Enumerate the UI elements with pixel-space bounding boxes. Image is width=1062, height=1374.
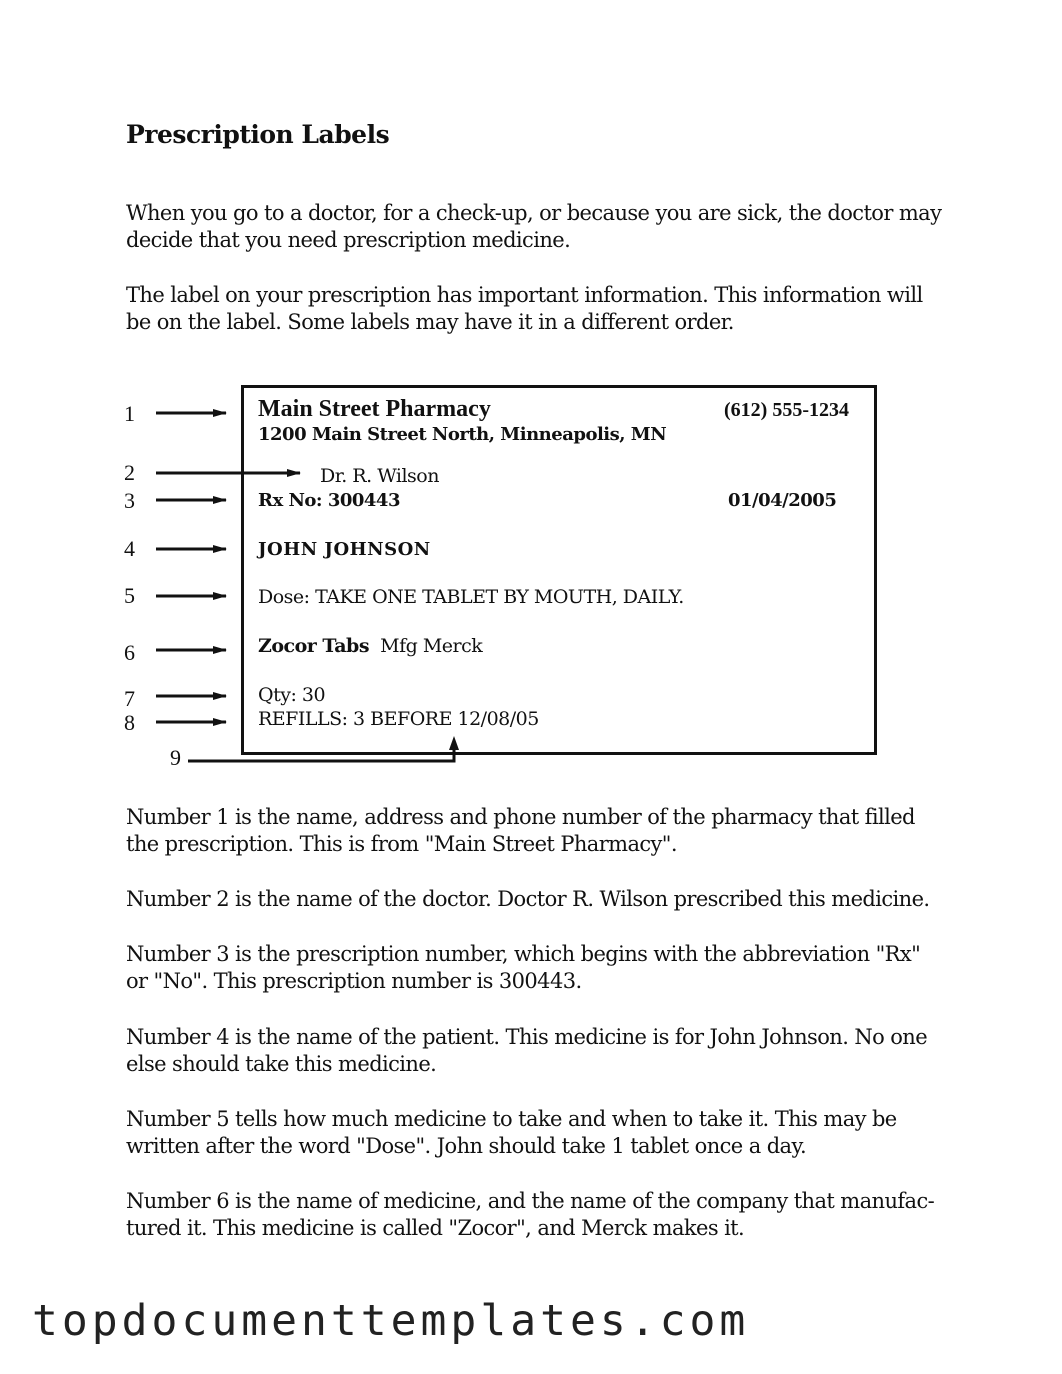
dose-instructions: Dose: TAKE ONE TABLET BY MOUTH, DAILY.	[258, 586, 684, 608]
intro-paragraph-1: When you go to a doctor, for a check-up, or because you are sick, the doctor may decide that you need prescription medicine.	[126, 201, 942, 252]
explanation-1: Number 1 is the name, address and phone number of the pharmacy that filled the prescription. This is from "Main Street Pharmacy".	[126, 805, 915, 856]
arrow-9	[188, 740, 454, 761]
page-title: Prescription Labels	[126, 120, 390, 149]
quantity: Qty: 30	[258, 684, 326, 706]
marker-4: 4	[124, 536, 135, 561]
marker-7: 7	[124, 686, 135, 711]
pharmacy-address: 1200 Main Street North, Minneapolis, MN	[258, 424, 667, 445]
doctor-name: Dr. R. Wilson	[320, 465, 439, 487]
pharmacy-phone: (612) 555-1234	[724, 399, 849, 421]
intro-paragraph-2: The label on your prescription has important information. This information will be on the label. Some labels may have it in a different order.	[126, 283, 923, 334]
marker-9: 9	[170, 745, 181, 770]
marker-8: 8	[124, 710, 135, 735]
fill-date: 01/04/2005	[728, 490, 837, 511]
marker-3: 3	[124, 488, 135, 513]
explanation-6: Number 6 is the name of medicine, and the name of the company that manufac-tured it. This medicine is called "Zocor", and Merck makes it.	[126, 1189, 935, 1240]
pharmacy-name: Main Street Pharmacy	[258, 396, 491, 422]
rx-number: Rx No: 300443	[258, 490, 400, 511]
marker-2: 2	[124, 460, 135, 485]
refills: REFILLS: 3 BEFORE 12/08/05	[258, 708, 539, 730]
manufacturer: Mfg Merck	[380, 635, 483, 657]
patient-name: JOHN JOHNSON	[258, 539, 431, 560]
watermark: topdocumenttemplates.com	[32, 1296, 750, 1346]
arrow-9-head	[449, 736, 459, 750]
explanation-3: Number 3 is the prescription number, which begins with the abbreviation "Rx" or "No". This prescription number is 300443.	[126, 942, 921, 993]
drug-name: Zocor Tabs	[258, 635, 370, 657]
explanation-2: Number 2 is the name of the doctor. Doctor R. Wilson prescribed this medicine.	[126, 887, 930, 911]
marker-1: 1	[124, 401, 135, 426]
marker-5: 5	[124, 583, 135, 608]
marker-6: 6	[124, 640, 135, 665]
explanation-5: Number 5 tells how much medicine to take and when to take it. This may be written after the word "Dose". John should take 1 tablet once a day.	[126, 1107, 897, 1158]
explanation-4: Number 4 is the name of the patient. This medicine is for John Johnson. No one else should take this medicine.	[126, 1025, 928, 1076]
